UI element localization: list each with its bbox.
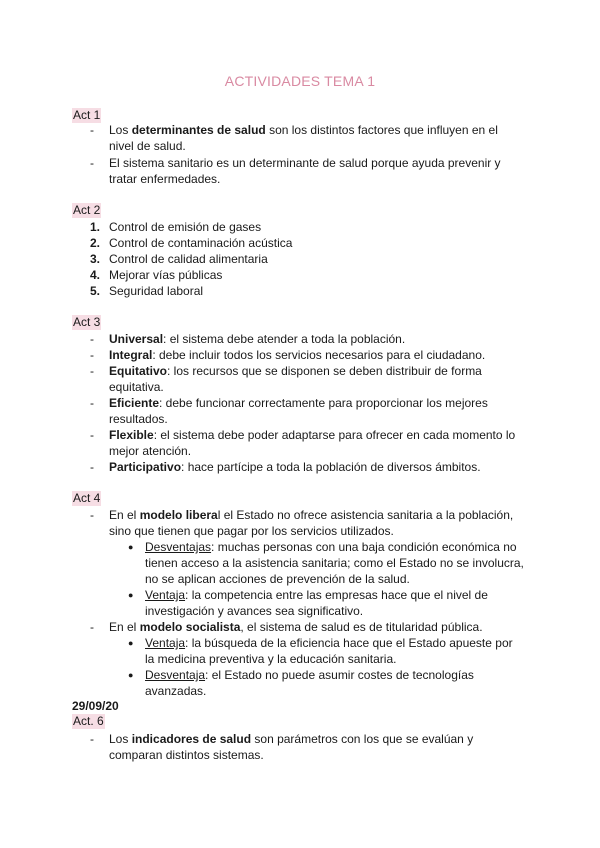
act1-heading: Act 1: [73, 108, 101, 122]
document-page: ACTIVIDADES TEMA 1 Act 1 - Los determinantes de salud son los distintos factores que influyen en el nivel de salud. - El sistema sanitario es un determinante de salud porque ayuda prevenir y tratar enfermedades. Act 2 1. Control de emisión de gases 2. Control de contaminación acústica 3. Control de calidad alimentaria 4. Mejorar vías públicas 5. Seguridad laboral Act 3 - Universal: el sistema debe atender a toda la población. - Integral: debe incluir todos los servicios necesarios para el ciudadano. - Equitativo: los recursos que se disponen se deben distribuir de forma equitativa. - Eficiente: debe funcionar correctamente para proporcionar los mejores resultados. - Flexible: el sistema debe poder adaptarse para ofrecer en cada momento lo mejor atención. - Participativo: hace partícipe a toda la población de diversos ámbitos. Act 4 - En el modelo liberal el Estado no ofrece asistencia sanitaria a la población, sino que tienen que pagar por los servicios utilizados. ● Desventajas: muchas personas con una baja condición económica no tienen acceso a la asistencia sanitaria; como el Estado no se involucra, no se aplican acciones de prevención de la salud. ● Ventaja: la competencia entre las empresas hace que el nivel de investigación y avances sea significativo. - En el modelo socialista, el sistema de salud es de titularidad pública. ● Ventaja: la búsqueda de la eficiencia hace que el Estado apueste por la medicina preventiva y la educación sanitaria. ● Desventaja: el Estado no puede asumir costes de tecnologías avanzadas. 29/09/20 Act. 6 - Los indicadores de salud son parámetros con los que se evalúan y comparan distintos sistemas.: [0, 0, 600, 848]
act2-heading: Act 2: [73, 203, 101, 217]
page-title: ACTIVIDADES TEMA 1: [224, 73, 376, 89]
bullet-marker: ●: [128, 542, 134, 552]
bullet-marker: ●: [128, 638, 134, 648]
act4-heading: Act 4: [73, 491, 101, 505]
act3-heading: Act 3: [73, 315, 101, 329]
date-label: 29/09/20: [72, 699, 119, 713]
bullet-marker: ●: [128, 590, 134, 600]
bullet-marker: ●: [128, 670, 134, 680]
act6-heading: Act. 6: [73, 714, 104, 728]
dash-marker: -: [90, 123, 94, 137]
dash-marker: -: [90, 156, 94, 170]
